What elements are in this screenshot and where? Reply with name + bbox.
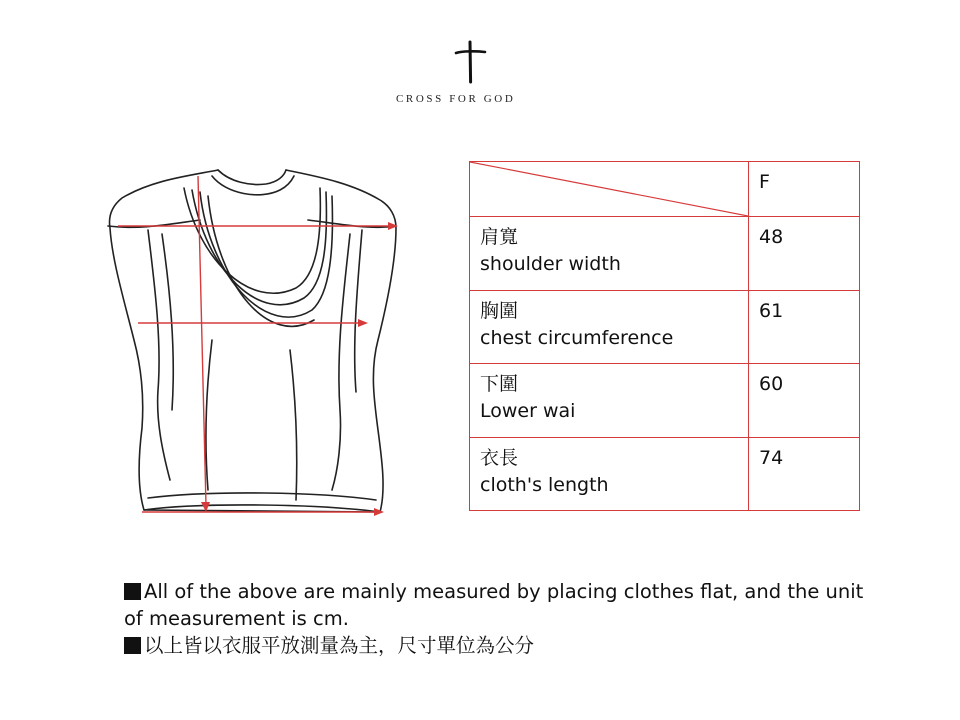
garment-sketch	[100, 160, 400, 525]
measure-label-zh: 衣長	[480, 446, 519, 469]
measure-label-cell	[470, 364, 749, 438]
size-header-f: F	[749, 162, 860, 217]
measure-label-cell	[470, 290, 749, 364]
diagonal-divider	[470, 162, 748, 216]
measure-label-en: Lower wai	[480, 400, 576, 422]
cross-icon	[452, 40, 488, 84]
brand-name: CROSS FOR GOD	[396, 93, 516, 105]
note-chinese-text: 以上皆以衣服平放測量為主，尺寸單位為公分	[144, 634, 535, 657]
measure-label-en: cloth's length	[480, 473, 609, 496]
table-row	[470, 290, 860, 364]
measure-label-cell	[470, 217, 749, 291]
note-chinese	[124, 632, 884, 659]
table-row	[470, 364, 860, 438]
measure-value: 74	[749, 437, 860, 511]
measure-value: 60	[749, 364, 860, 438]
table-row	[470, 437, 860, 511]
measure-label-cell	[470, 437, 749, 511]
measure-label-zh: 肩寬	[480, 226, 519, 248]
measure-value: 61	[749, 290, 860, 364]
measure-label-zh: 下圍	[480, 373, 519, 395]
note-english-text: All of the above are mainly measured by placing clothes flat, and the unit of measurement is cm.	[124, 580, 864, 630]
bullet-square-icon	[124, 637, 141, 654]
measurement-notes	[124, 578, 884, 659]
size-table	[469, 161, 860, 511]
measure-label-en: chest circumference	[480, 326, 674, 349]
measure-value: 48	[749, 217, 860, 291]
measure-label-zh: 胸圍	[480, 299, 519, 322]
bullet-square-icon	[124, 583, 141, 600]
table-row	[470, 217, 860, 291]
table-header-row	[470, 162, 860, 217]
note-english	[124, 578, 884, 632]
measure-label-en: shoulder width	[480, 253, 621, 275]
corner-cell	[470, 162, 749, 217]
